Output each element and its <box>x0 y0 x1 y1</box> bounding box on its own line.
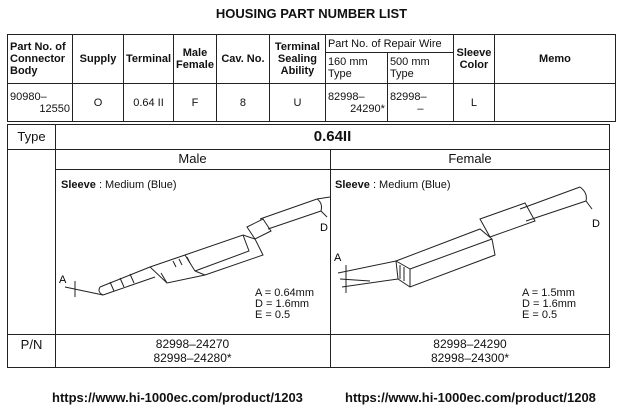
cell-part-no-line2: 12550 <box>39 102 70 115</box>
terminal-detail-panel <box>7 124 610 368</box>
female-product-link[interactable]: https://www.hi-1000ec.com/product/1208 <box>345 390 596 405</box>
cell-male-female: F <box>174 84 217 122</box>
female-dim-d <box>586 201 592 209</box>
cell-memo <box>494 84 615 122</box>
female-specs <box>522 288 576 321</box>
male-sleeve-label: Sleeve <box>61 179 96 191</box>
male-label-d: D <box>320 222 328 234</box>
female-heading: Female <box>448 151 492 166</box>
pn-label: P/N <box>20 337 43 352</box>
housing-table <box>7 34 616 122</box>
header-terminal: Terminal <box>124 35 174 84</box>
female-sleeve <box>480 203 535 237</box>
female-spec-a: A = 1.5mm <box>522 287 575 299</box>
male-dim-a <box>65 281 103 297</box>
header-supply: Supply <box>73 35 124 84</box>
female-sleeve-label: Sleeve <box>335 179 370 191</box>
female-sleeve-value: : Medium (Blue) <box>372 179 451 191</box>
page-title: HOUSING PART NUMBER LIST <box>215 6 408 21</box>
female-label-d: D <box>592 218 600 230</box>
male-spec-e: E = 0.5 <box>255 309 291 321</box>
female-pn-2: 82998–24300* <box>430 351 510 365</box>
male-product-link[interactable]: https://www.hi-1000ec.com/product/1203 <box>52 390 303 405</box>
cell-supply: O <box>73 84 124 122</box>
cell-sealing: U <box>269 84 325 122</box>
male-sleeve-value: : Medium (Blue) <box>98 179 177 191</box>
cell-500mm <box>387 84 453 122</box>
male-pn <box>55 337 330 365</box>
female-label-a: A <box>334 252 342 264</box>
cell-cav-no: 8 <box>216 84 269 122</box>
male-sleeve <box>247 219 271 239</box>
male-spec-d: D = 1.6mm <box>255 298 310 310</box>
cell-part-no <box>8 84 73 122</box>
header-sleeve-color: Sleeve Color <box>453 35 494 84</box>
female-spec-e: E = 0.5 <box>522 309 558 321</box>
female-wire-left <box>338 261 398 287</box>
header-repair-wire: Part No. of Repair Wire <box>325 35 453 53</box>
male-spec-a: A = 0.64mm <box>255 287 315 299</box>
header-cav-no: Cav. No. <box>216 35 269 84</box>
cell-500mm-line1: 82998– <box>389 90 427 103</box>
header-500mm: 500 mm Type <box>387 53 453 84</box>
cell-500mm-line2: – <box>417 102 424 115</box>
male-heading: Male <box>178 151 207 166</box>
cell-160mm <box>325 84 387 122</box>
female-terminal-body <box>396 229 495 287</box>
header-part-no: Part No. of Connector Body <box>8 35 73 84</box>
male-pn-2: 82998–24280* <box>153 351 232 365</box>
cell-160mm-line1: 82998– <box>327 90 365 103</box>
male-wire <box>260 199 322 229</box>
female-pn-1: 82998–24290 <box>433 337 507 351</box>
male-label-a: A <box>59 274 67 286</box>
female-pn <box>330 337 610 365</box>
female-spec-d: D = 1.6mm <box>522 298 577 310</box>
cell-terminal: 0.64 II <box>124 84 174 122</box>
female-wire <box>520 187 586 221</box>
header-160mm: 160 mm Type <box>325 53 387 84</box>
cell-sleeve-color: L <box>453 84 494 122</box>
header-sealing: Terminal Sealing Ability <box>269 35 325 84</box>
type-value: 0.64II <box>313 128 352 145</box>
header-male-female: Male Female <box>174 35 217 84</box>
male-specs <box>255 288 314 321</box>
male-pin <box>99 267 155 295</box>
cell-160mm-line2: 24290* <box>350 102 385 115</box>
male-pn-1: 82998–24270 <box>155 337 230 351</box>
cell-part-no-line1: 90980– <box>10 90 47 103</box>
type-label: Type <box>17 129 46 144</box>
header-memo: Memo <box>494 35 615 84</box>
